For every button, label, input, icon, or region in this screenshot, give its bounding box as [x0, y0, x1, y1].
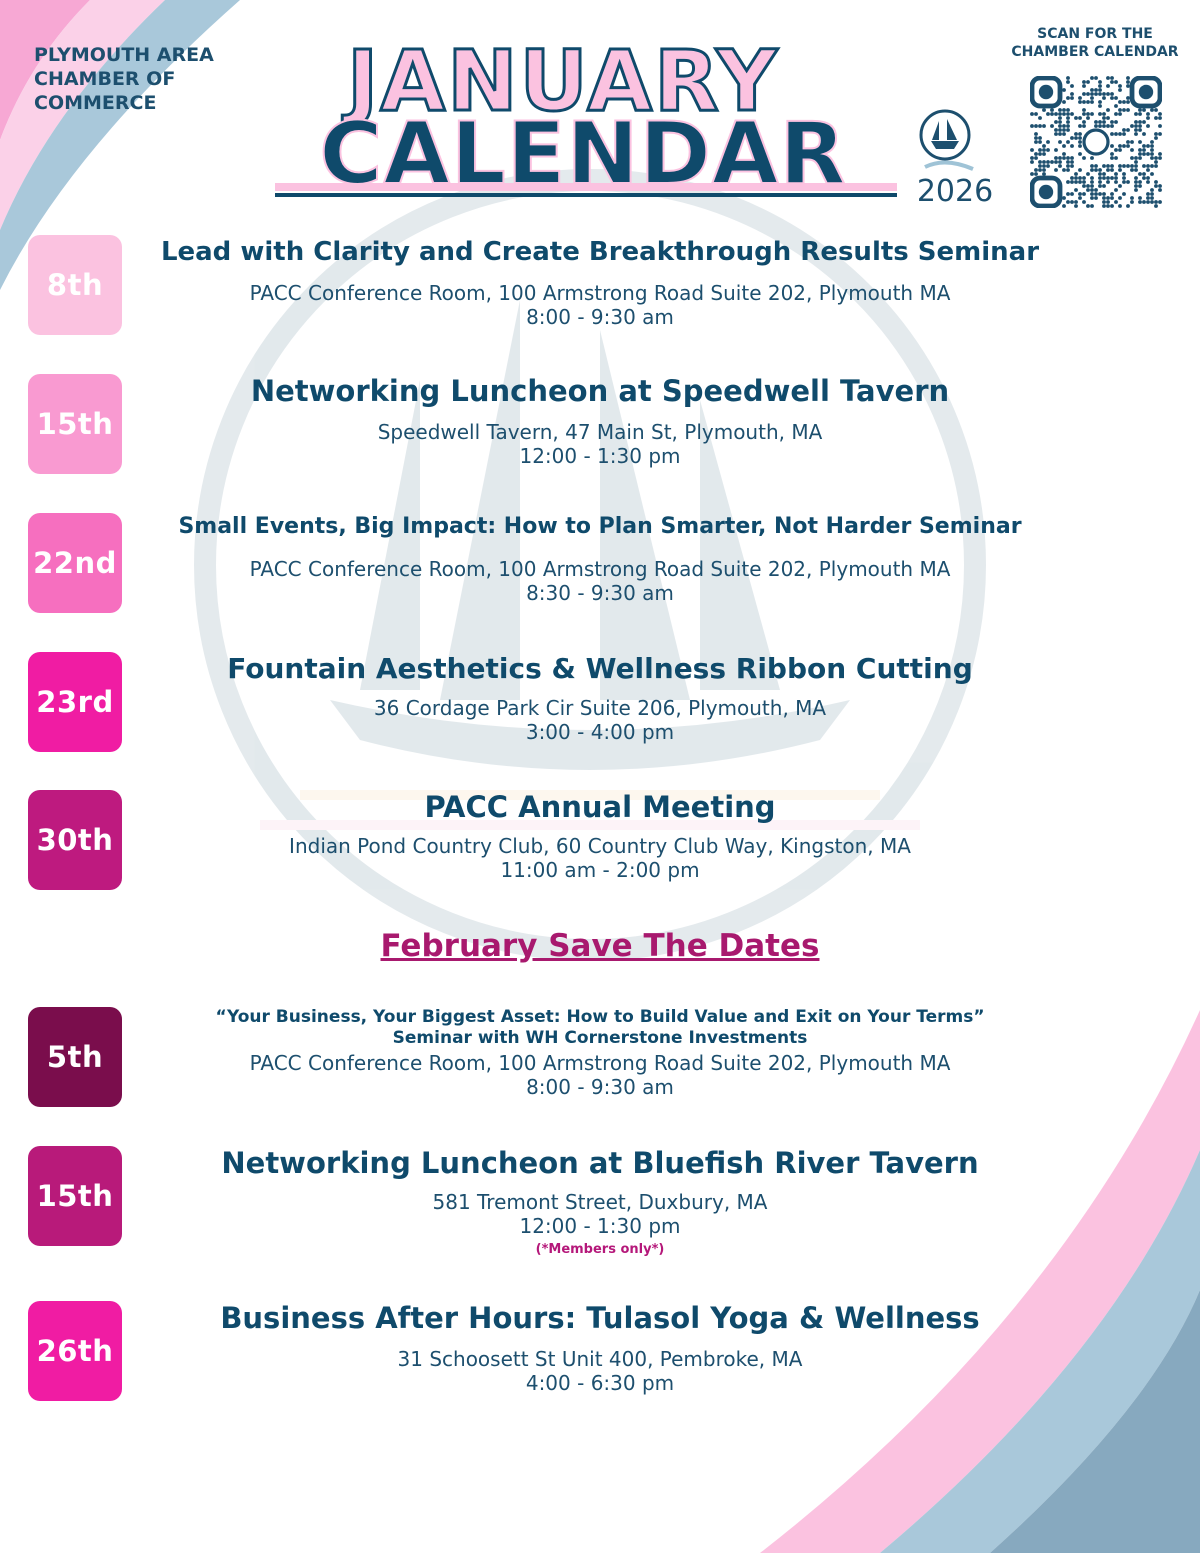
date-badge: 15th [28, 1146, 122, 1246]
event-title: Business After Hours: Tulasol Yoga & Wellness [220, 1301, 980, 1335]
event-location: PACC Conference Room, 100 Armstrong Road Suite 202, Plymouth MA [249, 557, 951, 581]
date-badge: 23rd [28, 652, 122, 752]
org-name-line: CHAMBER OF [34, 68, 176, 90]
scan-caption-line: CHAMBER CALENDAR [1011, 44, 1179, 60]
february-heading: February Save The Dates [380, 928, 820, 964]
title-line-january: JANUARY [346, 32, 780, 130]
event-title: Lead with Clarity and Create Breakthrough Results Seminar [160, 237, 1040, 267]
event-location: Indian Pond Country Club, 60 Country Club Way, Kingston, MA [289, 834, 911, 858]
date-badge: 5th [28, 1007, 122, 1107]
event-title: Networking Luncheon at Bluefish River Tavern [221, 1146, 979, 1180]
event-time: 8:30 - 9:30 am [526, 581, 674, 605]
date-badge: 8th [28, 235, 122, 335]
qr-code-icon[interactable] [1030, 76, 1162, 208]
event-time: 8:00 - 9:30 am [526, 305, 674, 329]
event-time: 3:00 - 4:00 pm [525, 720, 675, 744]
scan-caption-line: SCAN FOR THE [1037, 26, 1153, 42]
event-title-line: Seminar with WH Cornerstone Investments [392, 1028, 808, 1048]
event-title: Fountain Aesthetics & Wellness Ribbon Cutting [227, 652, 973, 685]
members-only-note: (*Members only*) [535, 1242, 665, 1257]
date-badge: 22nd [28, 513, 122, 613]
event-title: Small Events, Big Impact: How to Plan Smarter, Not Harder Seminar [178, 514, 1022, 539]
event-location: PACC Conference Room, 100 Armstrong Road Suite 202, Plymouth MA [249, 1051, 951, 1075]
scan-caption [995, 25, 1195, 61]
org-name-line: COMMERCE [34, 92, 157, 114]
date-badge: 30th [28, 790, 122, 890]
event-location: 36 Cordage Park Cir Suite 206, Plymouth, MA [373, 696, 827, 720]
date-badge: 26th [28, 1301, 122, 1401]
event-time: 12:00 - 1:30 pm [519, 1214, 681, 1238]
event-time: 12:00 - 1:30 pm [519, 444, 681, 468]
event-time: 11:00 am - 2:00 pm [500, 858, 700, 882]
event-location: PACC Conference Room, 100 Armstrong Road Suite 202, Plymouth MA [249, 281, 951, 305]
event-location: Speedwell Tavern, 47 Main St, Plymouth, MA [377, 420, 823, 444]
event-time: 8:00 - 9:30 am [526, 1075, 674, 1099]
date-badge: 15th [28, 374, 122, 474]
organization-name [34, 43, 274, 115]
event-location: 581 Tremont Street, Duxbury, MA [432, 1190, 768, 1214]
event-location: 31 Schoosett St Unit 400, Pembroke, MA [397, 1347, 803, 1371]
event-time: 4:00 - 6:30 pm [525, 1371, 675, 1395]
ship-logo-icon [921, 111, 973, 169]
page-title [265, 25, 1025, 210]
title-line-calendar: CALENDAR [319, 104, 847, 204]
event-title: Networking Luncheon at Speedwell Tavern [250, 374, 950, 408]
event-title: PACC Annual Meeting [424, 790, 776, 824]
title-year: 2026 [916, 174, 994, 209]
org-name-line: PLYMOUTH AREA [34, 44, 214, 66]
event-title-line: “Your Business, Your Biggest Asset: How to Build Value and Exit on Your Terms” [215, 1007, 985, 1027]
